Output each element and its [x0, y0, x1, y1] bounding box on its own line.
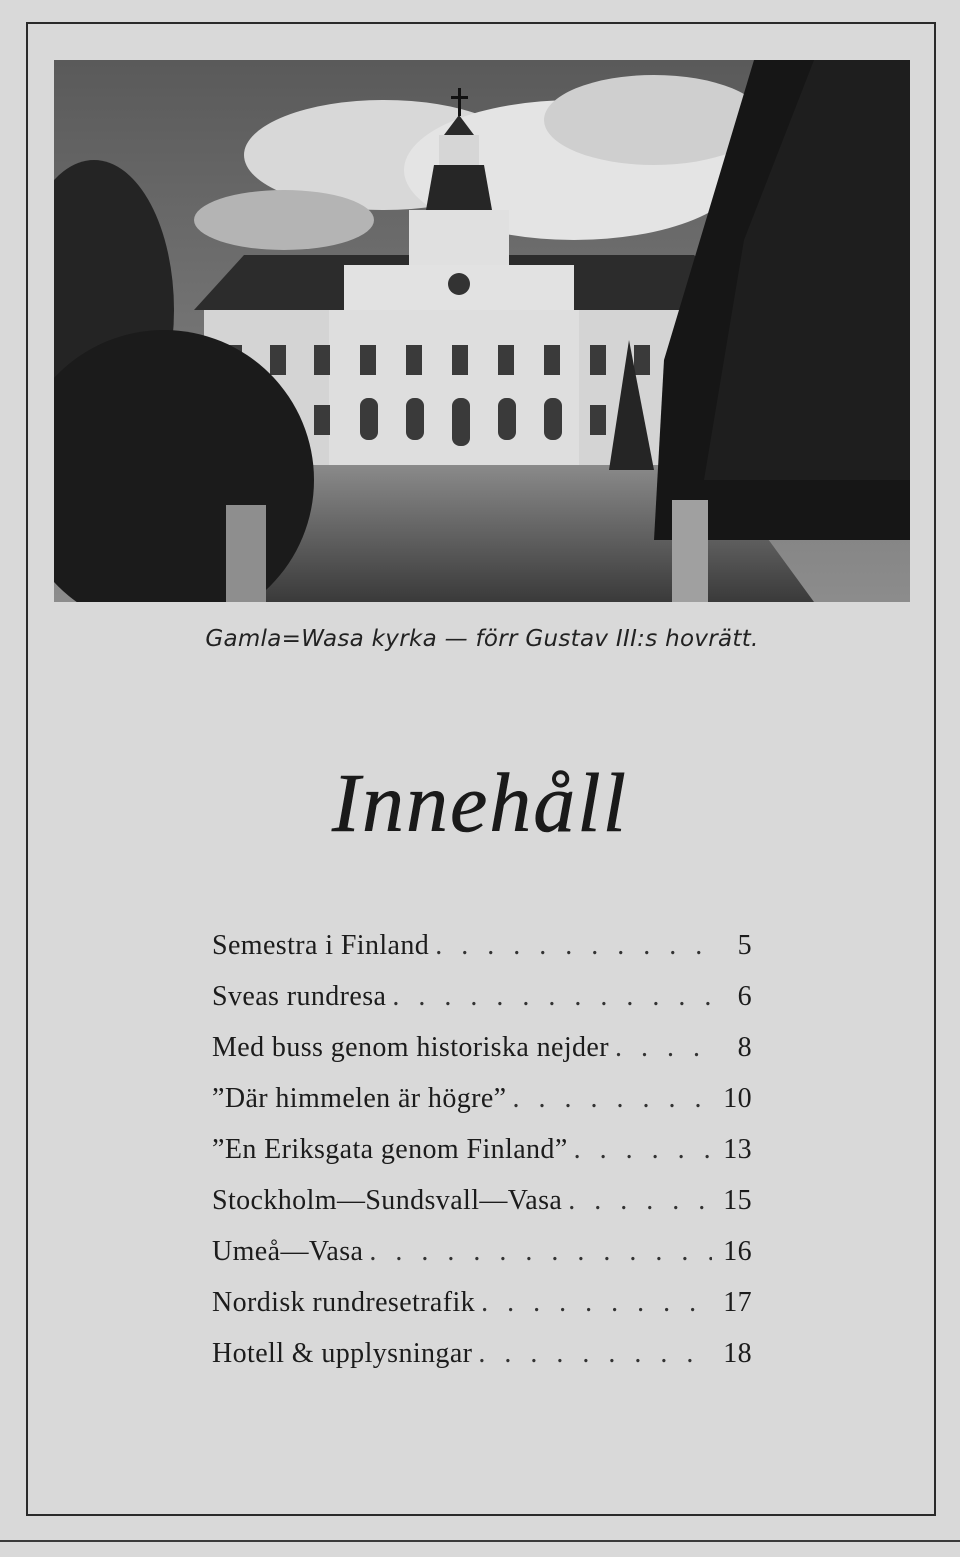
- toc-entry-title: ”En Eriksgata genom Finland”: [212, 1134, 568, 1165]
- toc-dot-leader: [513, 1083, 712, 1115]
- toc-entry-page: 10: [723, 1083, 752, 1114]
- toc-entry: [212, 1083, 752, 1134]
- toc-entry: [212, 1134, 752, 1185]
- toc-dot-leader: [481, 1287, 712, 1319]
- toc-entry: [212, 1338, 752, 1389]
- toc-entry: [212, 1287, 752, 1338]
- toc-entry-page: 15: [723, 1185, 752, 1216]
- toc-entry-title: Umeå—Vasa: [212, 1236, 364, 1267]
- toc-dot-leader: [568, 1185, 712, 1217]
- toc-dot-leader: [615, 1032, 712, 1064]
- bottom-rule: [0, 1540, 960, 1542]
- toc-entry-page: 16: [723, 1236, 752, 1267]
- toc-dot-leader: [478, 1338, 712, 1370]
- toc-entry: [212, 1236, 752, 1287]
- toc-dot-leader: [435, 930, 712, 962]
- toc-entry-page: 18: [723, 1338, 752, 1369]
- toc-entry-page: 13: [723, 1134, 752, 1165]
- contents-heading: Innehåll: [332, 757, 628, 850]
- toc-dot-leader: [369, 1236, 712, 1268]
- toc-entry-title: Semestra i Finland: [212, 930, 430, 961]
- toc-entry-title: Sveas rundresa: [212, 981, 387, 1012]
- toc-entry: [212, 930, 752, 981]
- toc-entry-title: Hotell & upplysningar: [212, 1338, 473, 1369]
- toc-entry-title: Med buss genom historiska nejder: [212, 1032, 609, 1063]
- toc-entry-page: 5: [737, 930, 752, 961]
- toc-entry-page: 6: [737, 981, 752, 1012]
- toc-entry: [212, 1032, 752, 1083]
- church-photo: [54, 60, 910, 602]
- toc-entry: [212, 981, 752, 1032]
- church-illustration: [54, 60, 910, 602]
- toc-entry-title: Nordisk rundresetrafik: [212, 1287, 476, 1318]
- toc-dot-leader: [392, 981, 712, 1013]
- toc-entry: [212, 1185, 752, 1236]
- toc-entry-title: Stockholm—Sundsvall—Vasa: [212, 1185, 563, 1216]
- toc-entry-page: 17: [723, 1287, 752, 1318]
- toc-dot-leader: [574, 1134, 712, 1166]
- table-of-contents: [212, 930, 752, 1389]
- toc-entry-title: ”Där himmelen är högre”: [212, 1083, 507, 1114]
- photo-caption: Gamla=Wasa kyrka — förr Gustav III:s hovrätt.: [205, 626, 759, 652]
- toc-entry-page: 8: [737, 1032, 752, 1063]
